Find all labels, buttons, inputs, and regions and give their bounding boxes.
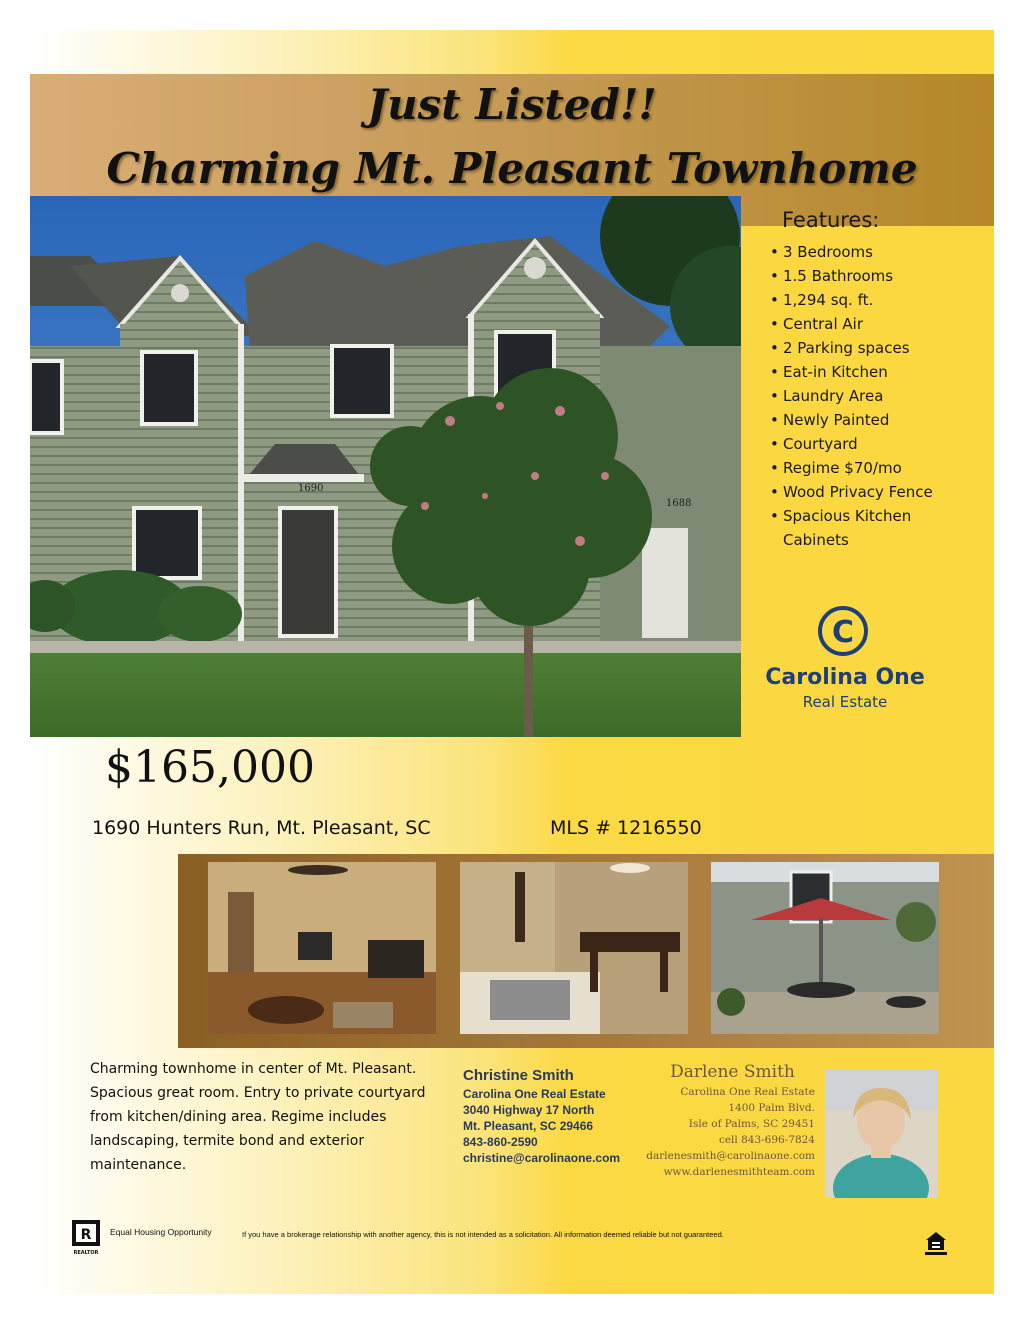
kitchen-photo <box>460 862 688 1034</box>
interior-photo-strip <box>178 854 994 1048</box>
agent-2-email[interactable]: darlenesmith@carolinaone.com <box>646 1150 815 1162</box>
feature-item: • Courtyard <box>768 432 983 456</box>
agent-1-city: Mt. Pleasant, SC 29466 <box>463 1119 594 1133</box>
feature-item: • 1.5 Bathrooms <box>768 264 983 288</box>
flyer <box>30 30 994 1294</box>
feature-item: • Regime $70/mo <box>768 456 983 480</box>
copyright-c-icon <box>817 605 869 657</box>
agent-2-street: 1400 Palm Blvd. <box>728 1102 815 1114</box>
feature-item: • Newly Painted <box>768 408 983 432</box>
realtor-label: REALTOR <box>73 1250 99 1256</box>
feature-item: • Central Air <box>768 312 983 336</box>
equal-housing-icon <box>922 1228 950 1256</box>
agent-1-company: Carolina One Real Estate <box>463 1087 606 1101</box>
logo-name: Carolina One <box>765 665 925 690</box>
mls-number: MLS # 1216550 <box>550 817 702 839</box>
headline-property: Charming Mt. Pleasant Townhome <box>106 144 918 193</box>
agent-2-company: Carolina One Real Estate <box>680 1086 815 1098</box>
equal-housing-label: Equal Housing Opportunity <box>110 1227 212 1237</box>
agent-christine-contact <box>463 1066 620 1166</box>
logo-subtitle: Real Estate <box>802 693 888 711</box>
features-title: Features: <box>782 208 880 232</box>
feature-item: • 2 Parking spaces <box>768 336 983 360</box>
unit-number-1690: 1690 <box>298 483 324 494</box>
logo-mark-letter: C <box>831 615 855 650</box>
feature-item: • 3 Bedrooms <box>768 240 983 264</box>
feature-item: • 1,294 sq. ft. <box>768 288 983 312</box>
property-description: Charming townhome in center of Mt. Pleasant. Spacious great room. Entry to private courtyard from kitchen/dining area. Regime includes landscaping, termite bond and exterior maintenance. <box>90 1061 426 1173</box>
svg-text:R: R <box>80 1227 92 1243</box>
feature-item: • Eat-in Kitchen <box>768 360 983 384</box>
feature-item: • Wood Privacy Fence <box>768 480 983 504</box>
headline-just-listed: Just Listed!! <box>367 80 657 129</box>
living-room-photo <box>208 862 436 1034</box>
carolina-one-logo <box>750 605 940 715</box>
agent-1-email[interactable]: christine@carolinaone.com <box>463 1151 621 1165</box>
agent-2-website[interactable]: www.darlenesmithteam.com <box>663 1166 815 1178</box>
agent-2-city: Isle of Palms, SC 29451 <box>688 1118 815 1130</box>
courtyard-photo <box>711 862 939 1034</box>
agent-1-street: 3040 Highway 17 North <box>463 1103 595 1117</box>
feature-item: • Spacious Kitchen Cabinets <box>768 504 933 552</box>
agent-2-phone: cell 843-696-7824 <box>718 1134 815 1146</box>
agent-2-name: Darlene Smith <box>670 1062 795 1082</box>
agent-1-phone: 843-860-2590 <box>463 1135 538 1149</box>
agent-darlene-contact <box>630 1060 815 1180</box>
disclaimer-text: If you have a brokerage relationship with another agency, this is not intended as a solicitation. All information deemed reliable but not guaranteed. <box>242 1230 724 1239</box>
listing-price: $165,000 <box>105 742 315 793</box>
listing-address: 1690 Hunters Run, Mt. Pleasant, SC <box>92 817 431 839</box>
features-list <box>768 240 983 552</box>
feature-item: • Laundry Area <box>768 384 983 408</box>
townhome-exterior-photo <box>30 196 741 737</box>
agent-1-name: Christine Smith <box>463 1067 574 1084</box>
agent-portrait-photo <box>825 1070 938 1198</box>
unit-number-1688: 1688 <box>666 498 692 509</box>
realtor-icon <box>72 1220 100 1256</box>
